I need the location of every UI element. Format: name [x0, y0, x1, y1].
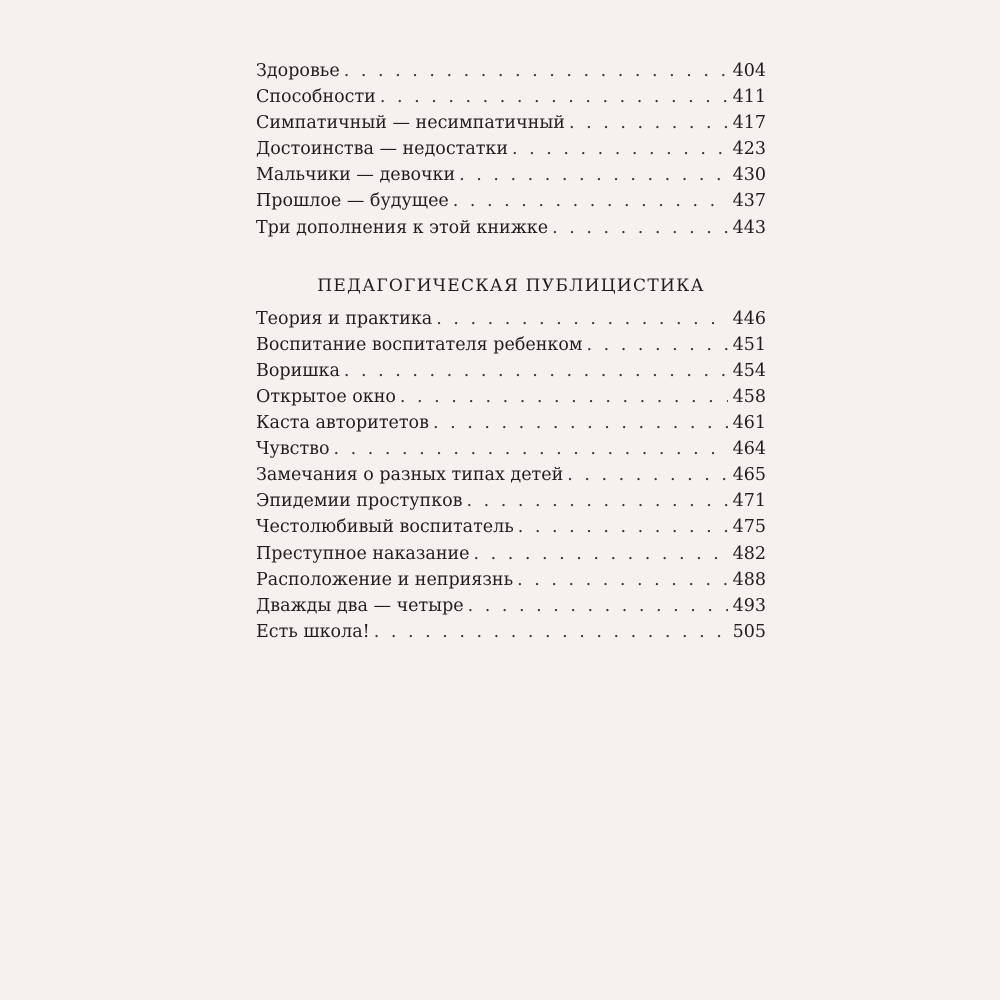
dot-leader: [474, 541, 728, 567]
toc-entry-page: 423: [732, 139, 766, 160]
toc-entry-title: Эпидемии проступков: [256, 491, 463, 512]
dot-leader: [512, 136, 728, 162]
dot-leader: [569, 110, 728, 136]
toc-entry-page: 493: [732, 595, 766, 616]
dot-leader: [518, 514, 728, 540]
toc-entry-page: 461: [732, 413, 766, 434]
toc-entry-page: 430: [732, 165, 766, 186]
dot-leader: [374, 619, 728, 645]
toc-entry: [256, 541, 766, 567]
toc-entry-page: 465: [732, 465, 766, 486]
toc-entry-title: Симпатичный — несимпатичный: [256, 113, 565, 134]
dot-leader: [344, 358, 728, 384]
dot-leader: [344, 58, 728, 84]
toc-entry-title: Прошлое — будущее: [256, 191, 449, 212]
toc-entry: [256, 462, 766, 488]
dot-leader: [517, 567, 728, 593]
dot-leader: [334, 436, 728, 462]
toc-entry-page: 458: [732, 386, 766, 407]
toc-entry: [256, 436, 766, 462]
dot-leader: [400, 384, 728, 410]
toc-entry-page: 471: [732, 491, 766, 512]
dot-leader: [567, 462, 728, 488]
toc-entry-title: Преступное наказание: [256, 543, 470, 564]
toc-entry-title: Открытое окно: [256, 386, 396, 407]
toc-entry-title: Достоинства — недостатки: [256, 139, 509, 160]
toc-entry-title: Три дополнения к этой книжке: [256, 217, 549, 238]
dot-leader: [436, 306, 728, 332]
toc-entry-title: Мальчики — девочки: [256, 165, 456, 186]
toc-entry-page: 404: [732, 61, 766, 81]
toc-entry-title: Воспитание воспитателя ребенком: [256, 334, 583, 355]
toc-entry: [256, 58, 766, 84]
toc-entry: [256, 215, 766, 241]
toc-entry-title: Здоровье: [256, 61, 340, 81]
dot-leader: [380, 84, 728, 110]
toc-entry-page: 443: [732, 217, 766, 238]
toc-entry-page: 437: [732, 191, 766, 212]
toc-entry: [256, 514, 766, 540]
toc-entry-page: 482: [732, 543, 766, 564]
dot-leader: [459, 162, 728, 188]
toc-entry: [256, 162, 766, 188]
toc-group-2: [256, 306, 766, 645]
toc-entry-title: Чувство: [256, 439, 330, 460]
dot-leader: [453, 188, 728, 214]
toc-entry-page: 488: [732, 569, 766, 590]
toc-entry-page: 454: [732, 360, 766, 381]
toc-entry: [256, 384, 766, 410]
toc-entry-title: Воришка: [256, 360, 340, 381]
toc-entry: [256, 567, 766, 593]
table-of-contents: [256, 58, 766, 645]
toc-entry-page: 505: [732, 621, 766, 642]
dot-leader: [586, 332, 728, 358]
toc-entry: [256, 332, 766, 358]
toc-entry-title: Дважды два — четыре: [256, 595, 464, 616]
toc-entry-page: 451: [732, 334, 766, 355]
toc-entry-page: 446: [732, 308, 766, 329]
toc-entry-title: Честолюбивый воспитатель: [256, 517, 514, 538]
toc-entry: [256, 306, 766, 332]
toc-entry: [256, 110, 766, 136]
toc-entry-page: 417: [732, 113, 766, 134]
toc-entry-title: Способности: [256, 87, 376, 108]
toc-entry: [256, 619, 766, 645]
toc-entry-title: Расположение и неприязнь: [256, 569, 514, 590]
dot-leader: [467, 488, 728, 514]
toc-entry: [256, 410, 766, 436]
toc-entry: [256, 488, 766, 514]
toc-entry: [256, 136, 766, 162]
toc-entry: [256, 358, 766, 384]
toc-entry-page: 411: [732, 87, 766, 108]
toc-entry: [256, 84, 766, 110]
section-heading: ПЕДАГОГИЧЕСКАЯ ПУБЛИЦИСТИКА: [317, 275, 705, 296]
toc-entry-page: 464: [732, 439, 766, 460]
toc-entry-page: 475: [732, 517, 766, 538]
toc-entry-title: Есть школа!: [256, 621, 370, 642]
toc-entry-title: Каста авторитетов: [256, 413, 429, 434]
toc-entry-title: Теория и практика: [256, 308, 433, 329]
dot-leader: [468, 593, 728, 619]
toc-entry: [256, 188, 766, 214]
dot-leader: [552, 215, 728, 241]
toc-entry-title: Замечания о разных типах детей: [256, 465, 564, 486]
toc-group-1: [256, 58, 766, 241]
dot-leader: [433, 410, 728, 436]
toc-entry: [256, 593, 766, 619]
